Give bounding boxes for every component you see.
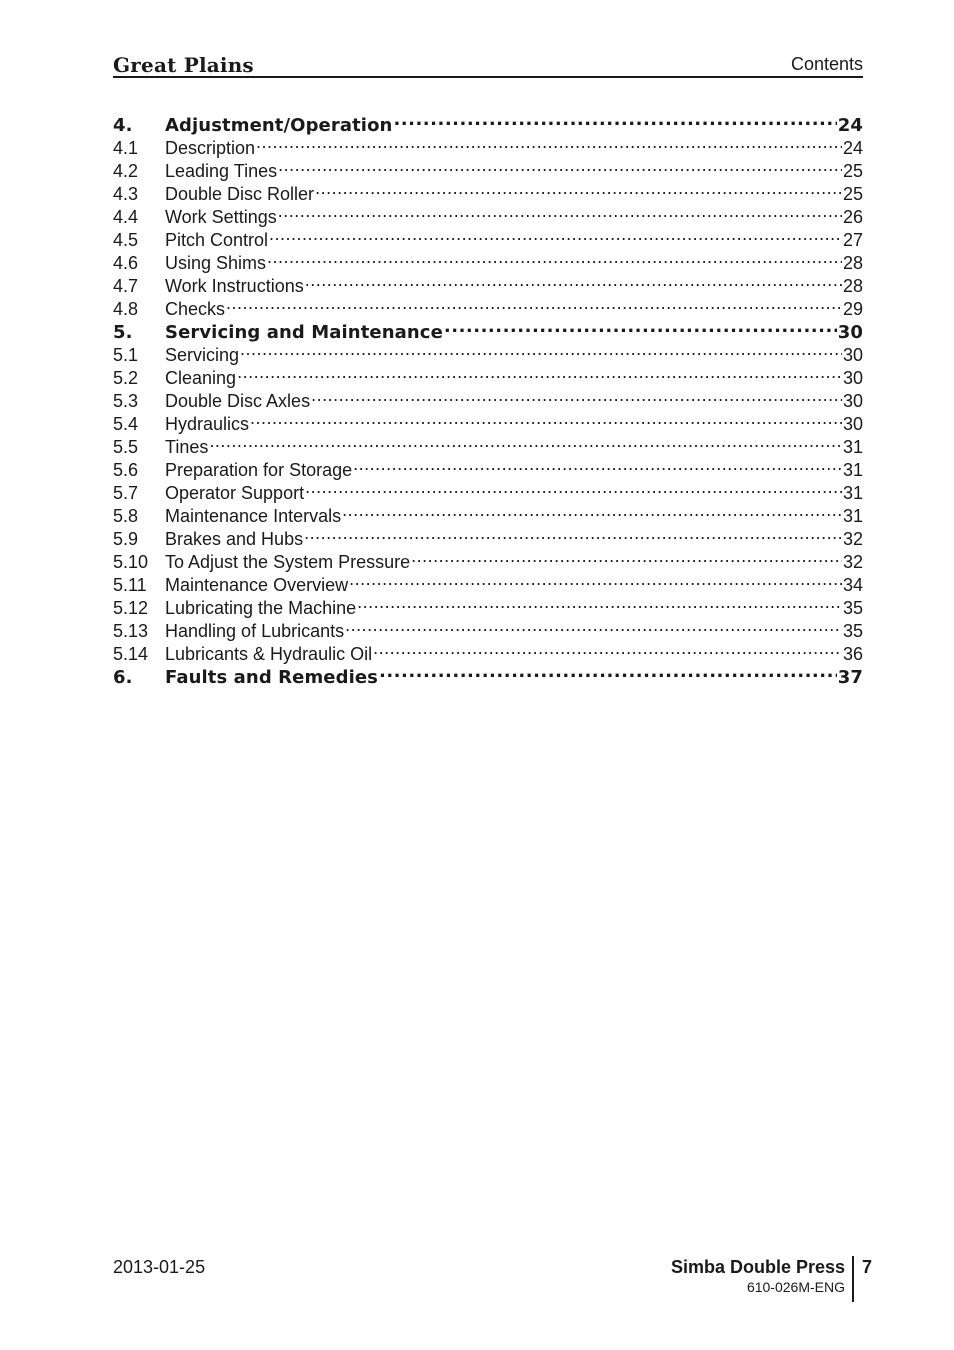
section-name: Contents	[790, 54, 863, 74]
toc-entry-number: 4.2	[113, 161, 139, 181]
toc-dot-leader	[269, 223, 842, 246]
toc-entry-page: 31	[842, 506, 863, 526]
toc-entry-page: 30	[842, 391, 863, 411]
toc-dot-leader	[373, 637, 842, 660]
table-of-contents	[113, 108, 863, 688]
toc-entry-title: Double Disc Roller	[165, 184, 315, 204]
toc-entry-number: 5.11	[113, 575, 147, 595]
toc-entry-page: 30	[842, 414, 863, 434]
toc-entry-page: 25	[842, 161, 863, 181]
toc-entry-number: 4.6	[113, 253, 139, 273]
toc-entry-title: Lubricating the Machine	[165, 598, 357, 618]
toc-entry-title: Pitch Control	[165, 230, 269, 250]
toc-entry-page: 28	[842, 276, 863, 296]
document-code: 610-026M-ENG	[746, 1279, 845, 1295]
toc-entry-page: 35	[842, 621, 863, 641]
toc-entry-page: 28	[842, 253, 863, 273]
toc-entry-page: 35	[842, 598, 863, 618]
toc-entry-title: Cleaning	[165, 368, 237, 388]
toc-entry-number: 5.14	[113, 644, 149, 664]
toc-entry-title: Faults and Remedies	[165, 667, 378, 688]
toc-entry-number: 5.4	[113, 414, 139, 434]
toc-entry-page: 37	[837, 667, 863, 688]
toc-entry-title: Maintenance Overview	[165, 575, 349, 595]
toc-dot-leader	[411, 545, 842, 568]
toc-entry-title: Operator Support	[165, 483, 305, 503]
toc-entry-number: 5.1	[113, 345, 139, 365]
toc-entry-page: 24	[842, 138, 863, 158]
toc-dot-leader	[267, 246, 842, 269]
toc-entry-title: Maintenance Intervals	[165, 506, 342, 526]
page-header	[113, 48, 863, 78]
toc-entry-number: 4.8	[113, 299, 139, 319]
toc-dot-leader	[278, 154, 842, 177]
toc-entry-title: Servicing	[165, 345, 240, 365]
toc-dot-leader	[342, 499, 842, 522]
toc-entry-title: Leading Tines	[165, 161, 278, 181]
toc-entry-page: 34	[842, 575, 863, 595]
toc-entry-title: Adjustment/Operation	[165, 115, 393, 136]
toc-entry-page: 36	[842, 644, 863, 664]
toc-entry-page: 31	[842, 460, 863, 480]
toc-entry-title: Using Shims	[165, 253, 267, 273]
toc-entry[interactable]	[113, 453, 863, 480]
toc-entry-number: 5.10	[113, 552, 149, 572]
toc-entry-number: 6.	[113, 667, 133, 688]
toc-entry-number: 5.6	[113, 460, 139, 480]
toc-entry-number: 5.9	[113, 529, 139, 549]
toc-dot-leader	[393, 108, 836, 131]
toc-entry-number: 5.13	[113, 621, 149, 641]
toc-entry-number: 5.2	[113, 368, 139, 388]
toc-dot-leader	[444, 315, 837, 338]
toc-entry-page: 31	[842, 483, 863, 503]
footer-product-block	[671, 1256, 854, 1302]
toc-entry-number: 5.12	[113, 598, 149, 618]
toc-entry-number: 5.8	[113, 506, 139, 526]
toc-entry-title: Servicing and Maintenance	[165, 322, 443, 343]
toc-entry-page: 30	[837, 322, 863, 343]
toc-entry[interactable]	[113, 292, 863, 319]
toc-entry-title: Preparation for Storage	[165, 460, 353, 480]
toc-dot-leader	[349, 568, 842, 591]
toc-entry-title: Hydraulics	[165, 414, 250, 434]
toc-entry-title: Tines	[165, 437, 209, 457]
toc-dot-leader	[305, 269, 842, 292]
toc-entry-title: Double Disc Axles	[165, 391, 311, 411]
toc-entry-number: 4.3	[113, 184, 139, 204]
toc-entry-number: 4.	[113, 115, 133, 136]
toc-entry-title: Lubricants & Hydraulic Oil	[165, 644, 373, 664]
toc-entry-number: 5.3	[113, 391, 139, 411]
toc-dot-leader	[379, 660, 837, 683]
toc-entry-page: 30	[842, 368, 863, 388]
toc-dot-leader	[278, 200, 842, 223]
footer-date: 2013-01-25	[113, 1257, 206, 1277]
toc-dot-leader	[311, 384, 842, 407]
toc-entry-page: 24	[837, 115, 863, 136]
toc-entry-page: 29	[842, 299, 863, 319]
toc-dot-leader	[240, 338, 842, 361]
toc-dot-leader	[209, 430, 842, 453]
toc-entry-number: 5.7	[113, 483, 139, 503]
toc-entry-title: Work Settings	[165, 207, 277, 227]
toc-entry-page: 32	[842, 529, 863, 549]
toc-entry-title: Work Instructions	[165, 276, 304, 296]
toc-dot-leader	[353, 453, 842, 476]
brand-logo: Great Plains	[113, 53, 254, 77]
toc-entry-title: Checks	[165, 299, 226, 319]
toc-dot-leader	[345, 614, 842, 637]
toc-dot-leader	[305, 476, 842, 499]
toc-entry-number: 4.7	[113, 276, 139, 296]
toc-entry[interactable]	[113, 430, 863, 457]
toc-entry-number: 4.5	[113, 230, 139, 250]
toc-dot-leader	[304, 522, 842, 545]
toc-entry-page: 27	[842, 230, 863, 250]
toc-entry-page: 31	[842, 437, 863, 457]
toc-entry-page: 26	[842, 207, 863, 227]
toc-entry-title: Brakes and Hubs	[165, 529, 304, 549]
toc-entry-number: 4.4	[113, 207, 139, 227]
toc-dot-leader	[357, 591, 842, 614]
toc-chapter-entry[interactable]	[113, 315, 863, 343]
toc-entry-title: Handling of Lubricants	[165, 621, 345, 641]
toc-dot-leader	[226, 292, 842, 315]
toc-entry-title: To Adjust the System Pressure	[165, 552, 411, 572]
toc-dot-leader	[237, 361, 842, 384]
toc-dot-leader	[256, 131, 842, 154]
toc-dot-leader	[250, 407, 842, 430]
toc-chapter-entry[interactable]	[113, 108, 863, 136]
page-number: 7	[862, 1257, 873, 1277]
toc-entry-number: 5.5	[113, 437, 139, 457]
toc-entry-number: 4.1	[113, 138, 139, 158]
product-name: Simba Double Press	[670, 1257, 845, 1277]
toc-entry-page: 30	[842, 345, 863, 365]
toc-dot-leader	[315, 177, 842, 200]
toc-entry-page: 25	[842, 184, 863, 204]
toc-entry-page: 32	[842, 552, 863, 572]
toc-entry-number: 5.	[113, 322, 133, 343]
toc-entry-title: Description	[165, 138, 256, 158]
